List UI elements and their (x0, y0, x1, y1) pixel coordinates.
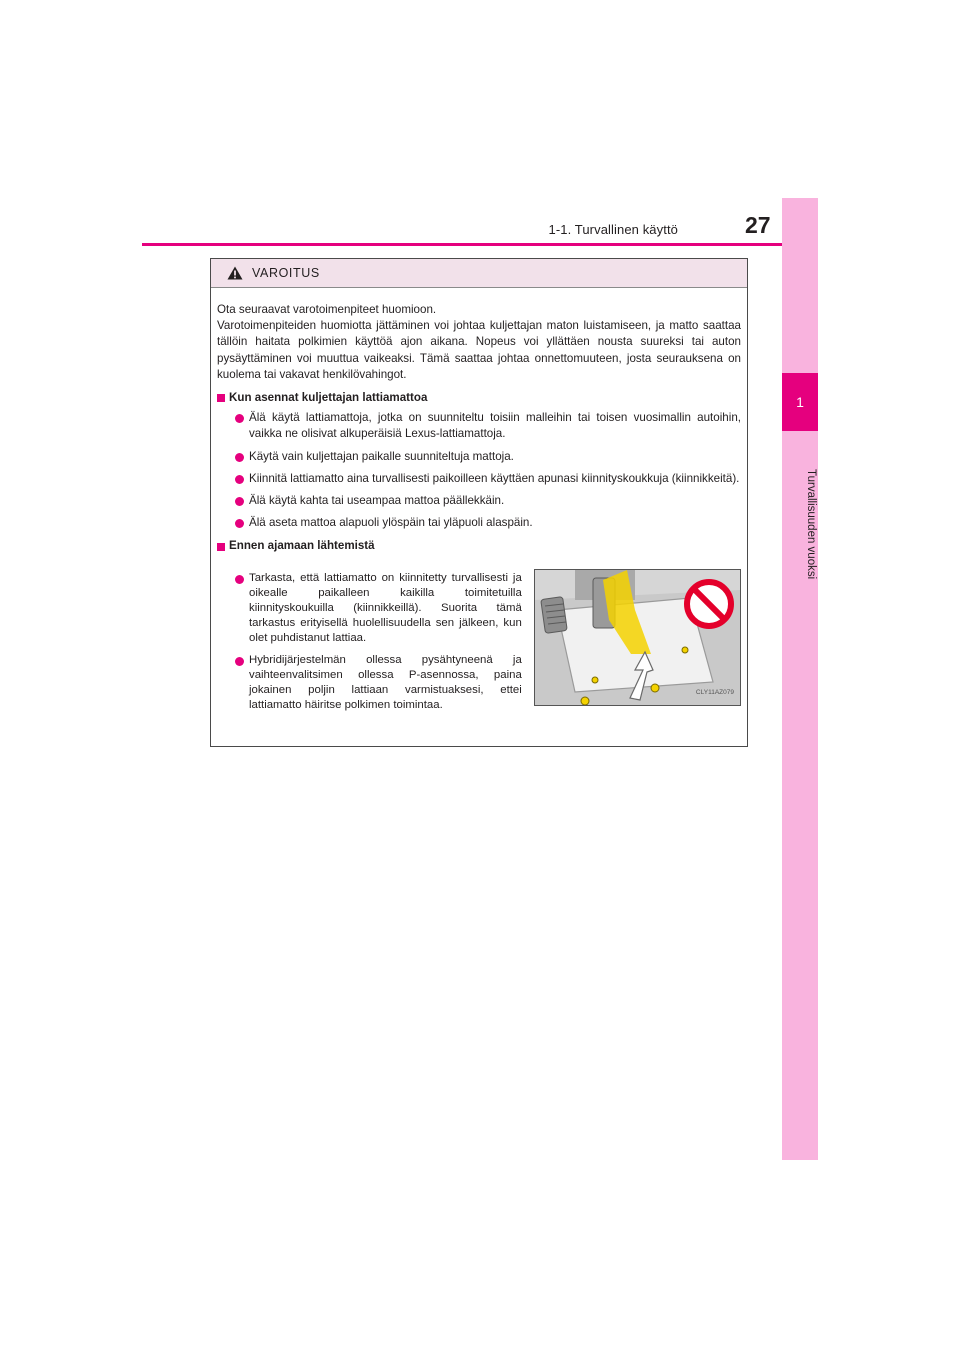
floor-mat-illustration (534, 569, 741, 706)
before-driving-text (217, 561, 522, 720)
chapter-number: 1 (796, 394, 804, 410)
list-item-text: Tarkasta, että lattiamatto on kiinnitetty turvallisesti ja oikealle paikalleen kaikilla toimitetuilla kiinnityskoukuilla (kiinnikkeillä). Suorita tämä tarkastus erityisellä huolellisuudella sen jälkeen, kun olet puhdistanut lattiaa. (249, 571, 522, 645)
warning-title: VAROITUS (252, 266, 320, 280)
square-bullet-icon (217, 543, 225, 551)
floor-mat-drawing (535, 570, 741, 705)
warning-triangle-icon (227, 266, 243, 280)
header-rule (142, 243, 818, 246)
intro-line-2: Varotoimenpiteiden huomiotta jättäminen voi johtaa kuljettajan maton luistamiseen, ja matto saattaa tällöin haitata polkimien käyttöä ajon aikana. Nopeus voi yllättäen nousta suureksi tai auton pysäyttäminen voi muuttua vaikeaksi. Tämä saattaa johtaa onnettomuuteen, josta seurauksena on kuolema tai vakavat henkilövahingot. (217, 319, 741, 381)
bullet-dot-icon (235, 657, 244, 666)
list-item (217, 449, 741, 465)
section-heading-text: Ennen ajamaan lähtemistä (229, 539, 375, 553)
install-list (217, 410, 741, 531)
bullet-dot-icon (235, 575, 244, 584)
list-item (217, 571, 522, 647)
section-heading-text: Kun asennat kuljettajan lattiamattoa (229, 391, 428, 405)
side-band (782, 198, 818, 1160)
list-item (217, 471, 741, 487)
list-item-text: Käytä vain kuljettajan paikalle suunniteltuja mattoja. (249, 449, 514, 463)
chapter-label: Turvallisuuden vuoksi (805, 468, 817, 580)
warning-box (210, 258, 748, 747)
warning-body (211, 288, 747, 719)
bullet-dot-icon (235, 519, 244, 528)
figure-code: CLY11AZ079 (695, 689, 734, 697)
bullet-dot-icon (235, 497, 244, 506)
bullet-dot-icon (235, 475, 244, 484)
list-item-text: Kiinnitä lattiamatto aina turvallisesti paikoilleen käyttäen apunasi kiinnityskoukkuja (kiinnikkeitä). (249, 471, 740, 485)
intro-line-1: Ota seuraavat varotoimenpiteet huomioon. (217, 303, 437, 316)
bullet-dot-icon (235, 453, 244, 462)
list-item-text: Älä käytä kahta tai useampaa mattoa päällekkäin. (249, 494, 505, 508)
list-item (217, 493, 741, 509)
warning-header (211, 259, 747, 288)
chapter-tab[interactable] (782, 373, 818, 431)
before-driving-list (217, 571, 522, 714)
list-item-text: Hybridijärjestelmän ollessa pysähtyneenä ja vaihteenvalitsimen ollessa P-asennossa, paina jokainen poljin lattiaan varmistuaksesi, ettei lattiamatto häiritse polkimen toimintaa. (249, 653, 522, 712)
section-heading-install (217, 390, 741, 406)
section-heading-before-driving (217, 538, 741, 554)
bullet-dot-icon (235, 414, 244, 423)
list-item-text: Älä käytä lattiamattoja, jotka on suunniteltu toisiin malleihin tai toisen vuosimallin autoihin, vaikka ne olisivat alkuperäisiä Lexus-lattiamattoja. (249, 411, 741, 441)
before-driving-content (217, 561, 741, 720)
warning-intro (217, 302, 741, 383)
list-item (217, 410, 741, 442)
section-title: 1-1. Turvallinen käyttö (548, 222, 678, 237)
page-number: 27 (745, 212, 771, 238)
list-item (217, 653, 522, 714)
list-item-text: Älä aseta mattoa alapuoli ylöspäin tai yläpuoli alaspäin. (249, 516, 533, 530)
square-bullet-icon (217, 394, 225, 402)
list-item (217, 515, 741, 531)
